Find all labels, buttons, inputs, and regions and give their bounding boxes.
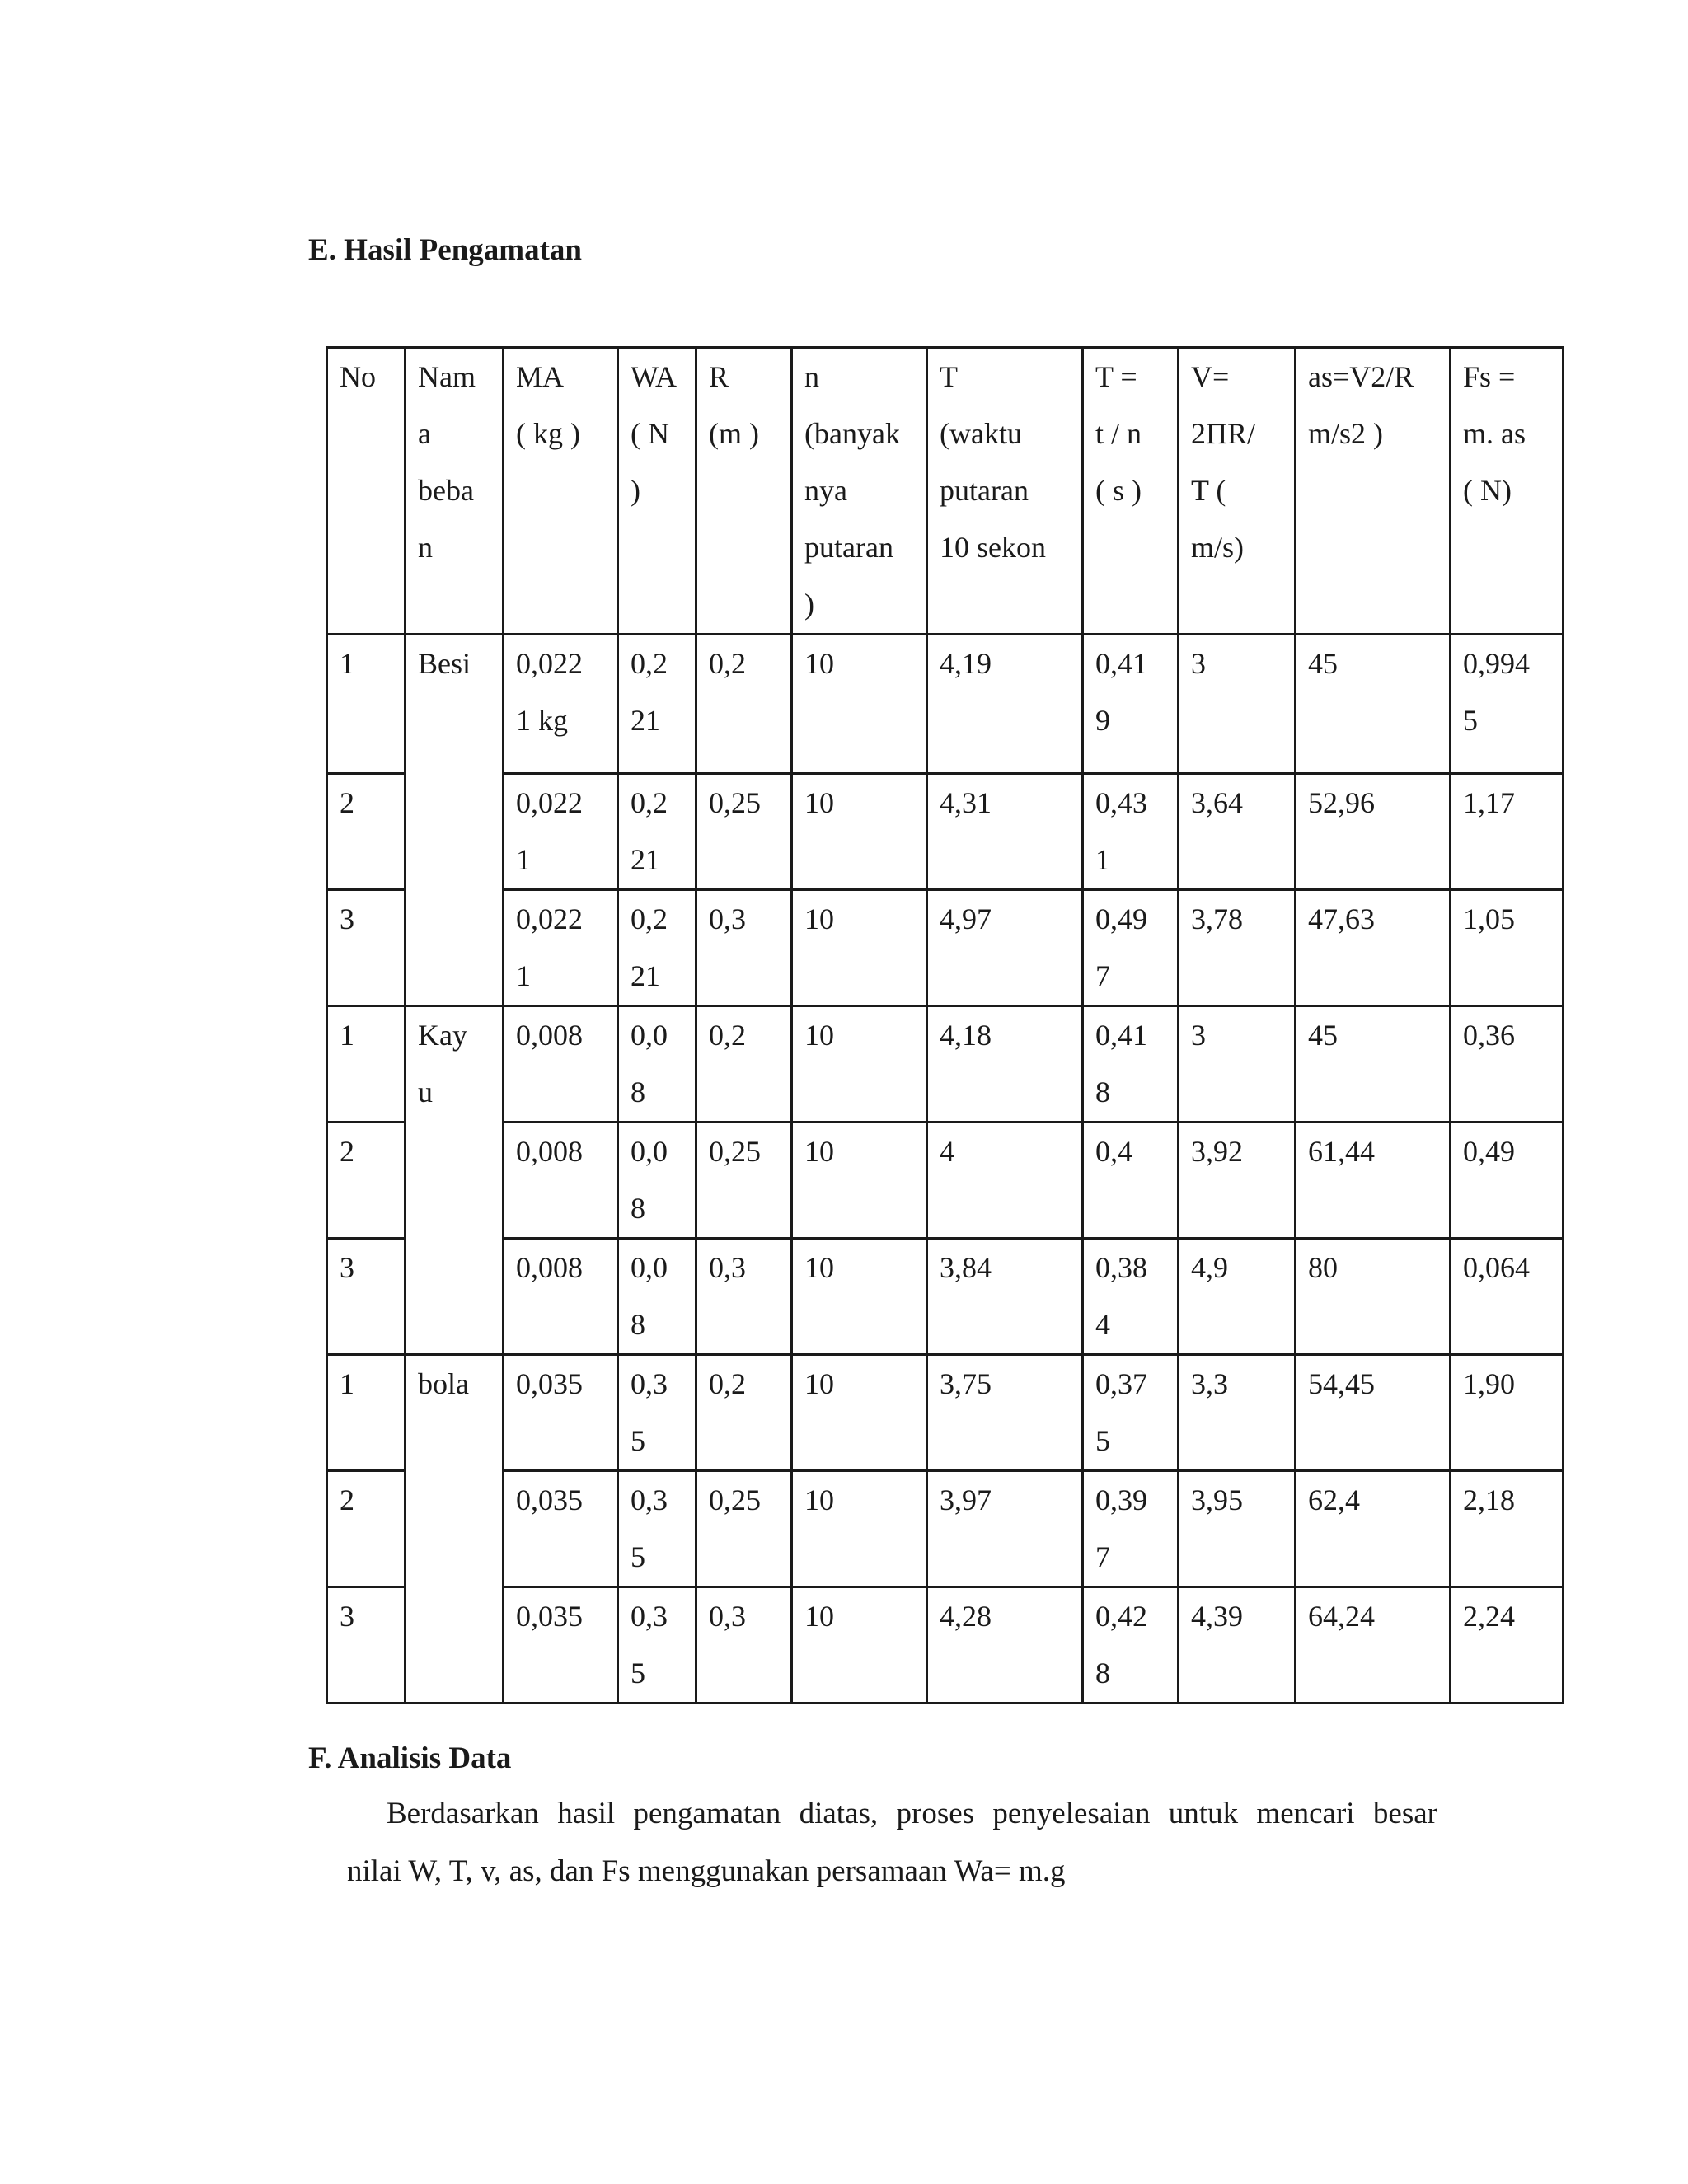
table-row	[327, 774, 1564, 890]
header-cell-text: MA ( kg )	[516, 360, 580, 450]
data-cell	[792, 1239, 927, 1355]
header-cell-text: T = t / n ( s )	[1095, 360, 1142, 507]
data-cell	[1296, 635, 1451, 774]
row-number-cell	[327, 635, 406, 774]
row-number-cell	[327, 1006, 406, 1122]
cell-value: 0,36	[1463, 1019, 1515, 1052]
data-cell	[696, 1355, 792, 1471]
data-cell	[504, 1006, 618, 1122]
cell-value: 4,18	[940, 1019, 992, 1052]
cell-value: 0,42 8	[1095, 1600, 1147, 1690]
cell-value: 0,0 8	[631, 1135, 668, 1225]
cell-value: 3,3	[1191, 1367, 1228, 1400]
cell-value: 10	[804, 1135, 834, 1168]
cell-value: 45	[1308, 647, 1338, 680]
cell-value: 4,97	[940, 902, 992, 935]
cell-value: 54,45	[1308, 1367, 1375, 1400]
data-cell	[1296, 890, 1451, 1006]
data-cell	[1179, 1587, 1296, 1704]
cell-value: 4,39	[1191, 1600, 1243, 1633]
header-cell-text: Nam a beba n	[418, 360, 476, 564]
data-cell	[1451, 635, 1564, 774]
cell-value: 0,2 21	[631, 902, 668, 992]
data-cell	[1083, 774, 1179, 890]
cell-value: 45	[1308, 1019, 1338, 1052]
load-name-cell	[406, 1355, 504, 1704]
data-cell	[1451, 1587, 1564, 1704]
header-cell	[1451, 348, 1564, 635]
header-cell	[792, 348, 927, 635]
data-cell	[1083, 1471, 1179, 1587]
header-cell	[327, 348, 406, 635]
header-cell	[927, 348, 1083, 635]
cell-value: 0,035	[516, 1600, 583, 1633]
cell-value: 0,39 7	[1095, 1483, 1147, 1573]
row-number-cell	[327, 890, 406, 1006]
cell-value: 0,022 1	[516, 786, 583, 876]
cell-value: 1,90	[1463, 1367, 1515, 1400]
data-cell	[927, 635, 1083, 774]
cell-value: 0,0 8	[631, 1251, 668, 1341]
header-cell-text: n (banyak nya putaran )	[804, 360, 900, 621]
data-cell	[504, 1122, 618, 1239]
cell-value: 0,0 8	[631, 1019, 668, 1108]
cell-value: 2	[340, 1135, 354, 1168]
data-cell	[792, 1587, 927, 1704]
cell-value: 0,3	[709, 1600, 746, 1633]
data-cell	[1083, 1239, 1179, 1355]
data-cell	[1296, 1122, 1451, 1239]
data-cell	[792, 1471, 927, 1587]
data-cell	[504, 1355, 618, 1471]
cell-value: 0,3 5	[631, 1600, 668, 1690]
cell-value: 3,95	[1191, 1483, 1243, 1516]
cell-value: 10	[804, 1019, 834, 1052]
cell-value: 0,2	[709, 1367, 746, 1400]
header-cell	[1296, 348, 1451, 635]
cell-value: 0,38 4	[1095, 1251, 1147, 1341]
data-cell	[1451, 1006, 1564, 1122]
load-name-cell	[406, 1006, 504, 1355]
data-cell	[1296, 1355, 1451, 1471]
cell-value: 0,43 1	[1095, 786, 1147, 876]
cell-value: 10	[804, 902, 834, 935]
cell-value: 0,035	[516, 1483, 583, 1516]
data-cell	[1179, 890, 1296, 1006]
cell-value: 3	[1191, 1019, 1206, 1052]
row-number-cell	[327, 1355, 406, 1471]
data-cell	[1179, 1355, 1296, 1471]
data-cell	[1296, 1471, 1451, 1587]
cell-value: 10	[804, 1600, 834, 1633]
data-cell	[927, 1006, 1083, 1122]
cell-value: 3,78	[1191, 902, 1243, 935]
data-cell	[618, 1471, 696, 1587]
cell-value: 0,3	[709, 902, 746, 935]
cell-value: 3,92	[1191, 1135, 1243, 1168]
header-cell	[406, 348, 504, 635]
cell-value: 1	[340, 1019, 354, 1052]
cell-value: 1	[340, 647, 354, 680]
header-row	[327, 348, 1564, 635]
data-cell	[504, 635, 618, 774]
cell-value: 3,97	[940, 1483, 992, 1516]
cell-value: 0,3 5	[631, 1367, 668, 1457]
cell-value: 10	[804, 786, 834, 819]
cell-value: 3	[340, 1600, 354, 1633]
data-cell	[618, 890, 696, 1006]
data-cell	[696, 1471, 792, 1587]
header-cell-text: No	[340, 360, 376, 393]
data-cell	[1296, 1587, 1451, 1704]
header-cell-text: T (waktu putaran 10 sekon	[940, 360, 1046, 564]
data-cell	[504, 774, 618, 890]
data-cell	[618, 1355, 696, 1471]
data-cell	[1296, 774, 1451, 890]
cell-value: 1	[340, 1367, 354, 1400]
cell-value: 0,2	[709, 1019, 746, 1052]
data-cell	[1451, 1471, 1564, 1587]
data-cell	[696, 1122, 792, 1239]
cell-value: 0,25	[709, 1483, 761, 1516]
cell-value: 47,63	[1308, 902, 1375, 935]
cell-value: 0,008	[516, 1251, 583, 1284]
data-cell	[927, 774, 1083, 890]
table-row	[327, 1006, 1564, 1122]
cell-value: 0,3 5	[631, 1483, 668, 1573]
data-cell	[927, 1471, 1083, 1587]
data-cell	[696, 1587, 792, 1704]
data-cell	[1179, 635, 1296, 774]
cell-value: 4,19	[940, 647, 992, 680]
data-cell	[618, 1587, 696, 1704]
data-cell	[792, 1355, 927, 1471]
cell-value: 62,4	[1308, 1483, 1360, 1516]
cell-value: 64,24	[1308, 1600, 1375, 1633]
data-cell	[696, 890, 792, 1006]
cell-value: 0,3	[709, 1251, 746, 1284]
data-cell	[792, 890, 927, 1006]
table-row	[327, 1355, 1564, 1471]
table-row	[327, 1587, 1564, 1704]
cell-value: 0,4	[1095, 1135, 1132, 1168]
section-e-heading: E. Hasil Pengamatan	[308, 233, 582, 267]
cell-value: 0,994 5	[1463, 647, 1530, 737]
cell-value: 0,49 7	[1095, 902, 1147, 992]
cell-value: 4,28	[940, 1600, 992, 1633]
header-cell	[1179, 348, 1296, 635]
data-cell	[927, 1122, 1083, 1239]
data-cell	[1179, 1122, 1296, 1239]
data-cell	[1083, 1587, 1179, 1704]
data-cell	[504, 1471, 618, 1587]
data-cell	[1179, 1471, 1296, 1587]
header-cell-text: R (m )	[709, 360, 759, 450]
header-cell-text: Fs = m. as ( N)	[1463, 360, 1526, 507]
cell-value: 0,022 1	[516, 902, 583, 992]
cell-value: 1,17	[1463, 786, 1515, 819]
data-cell	[1083, 890, 1179, 1006]
data-cell	[1083, 1355, 1179, 1471]
cell-value: 4	[940, 1135, 954, 1168]
data-cell	[696, 635, 792, 774]
data-cell	[1179, 1239, 1296, 1355]
data-cell	[696, 774, 792, 890]
cell-value: 80	[1308, 1251, 1338, 1284]
cell-value: 3	[340, 902, 354, 935]
analysis-paragraph-line-1: Berdasarkan hasil pengamatan diatas, proses penyelesaian untuk mencari besar	[387, 1797, 1437, 1830]
cell-value: 0,2 21	[631, 786, 668, 876]
cell-value: 0,008	[516, 1019, 583, 1052]
cell-value: 0,008	[516, 1135, 583, 1168]
data-cell	[1179, 774, 1296, 890]
cell-value: 52,96	[1308, 786, 1375, 819]
cell-value: 0,2	[709, 647, 746, 680]
data-cell	[504, 1239, 618, 1355]
row-number-cell	[327, 774, 406, 890]
cell-value: 2	[340, 786, 354, 819]
data-cell	[504, 1587, 618, 1704]
cell-value: 2	[340, 1483, 354, 1516]
data-cell	[1296, 1006, 1451, 1122]
data-cell	[1451, 1355, 1564, 1471]
table-row	[327, 1471, 1564, 1587]
data-cell	[618, 1122, 696, 1239]
cell-value: 2,18	[1463, 1483, 1515, 1516]
data-cell	[792, 1006, 927, 1122]
table-row	[327, 1122, 1564, 1239]
header-cell	[618, 348, 696, 635]
table-row	[327, 1239, 1564, 1355]
cell-value: 0,41 9	[1095, 647, 1147, 737]
cell-value: 0,25	[709, 786, 761, 819]
data-cell	[1296, 1239, 1451, 1355]
cell-value: 0,035	[516, 1367, 583, 1400]
table-row	[327, 890, 1564, 1006]
cell-value: 0,022 1 kg	[516, 647, 583, 737]
cell-value: 3	[340, 1251, 354, 1284]
cell-value: 0,37 5	[1095, 1367, 1147, 1457]
cell-value: 0,25	[709, 1135, 761, 1168]
row-number-cell	[327, 1587, 406, 1704]
data-cell	[927, 890, 1083, 1006]
load-name: Kay u	[418, 1019, 467, 1108]
cell-value: 4,31	[940, 786, 992, 819]
cell-value: 3,64	[1191, 786, 1243, 819]
data-cell	[1451, 1239, 1564, 1355]
data-cell	[504, 890, 618, 1006]
analysis-paragraph-line-2: nilai W, T, v, as, dan Fs menggunakan persamaan Wa= m.g	[347, 1854, 1066, 1888]
cell-value: 0,064	[1463, 1251, 1530, 1284]
header-cell-text: WA ( N )	[631, 360, 677, 507]
data-cell	[1083, 635, 1179, 774]
header-cell	[504, 348, 618, 635]
data-cell	[1083, 1122, 1179, 1239]
header-cell-text: as=V2/R m/s2 )	[1308, 360, 1414, 450]
cell-value: 0,2 21	[631, 647, 668, 737]
row-number-cell	[327, 1239, 406, 1355]
cell-value: 10	[804, 647, 834, 680]
data-cell	[927, 1239, 1083, 1355]
data-cell	[1083, 1006, 1179, 1122]
cell-value: 4,9	[1191, 1251, 1228, 1284]
data-cell	[792, 774, 927, 890]
cell-value: 61,44	[1308, 1135, 1375, 1168]
row-number-cell	[327, 1471, 406, 1587]
cell-value: 3,84	[940, 1251, 992, 1284]
load-name: bola	[418, 1367, 469, 1400]
data-cell	[1179, 1006, 1296, 1122]
table-row	[327, 635, 1564, 774]
cell-value: 10	[804, 1251, 834, 1284]
data-cell	[618, 774, 696, 890]
data-cell	[618, 635, 696, 774]
cell-value: 2,24	[1463, 1600, 1515, 1633]
data-cell	[1451, 890, 1564, 1006]
cell-value: 10	[804, 1367, 834, 1400]
data-cell	[1451, 774, 1564, 890]
observation-table	[326, 346, 1564, 1704]
section-f-heading: F. Analisis Data	[308, 1741, 512, 1775]
data-cell	[618, 1239, 696, 1355]
cell-value: 0,49	[1463, 1135, 1515, 1168]
data-cell	[696, 1006, 792, 1122]
data-cell	[927, 1355, 1083, 1471]
table-body	[327, 635, 1564, 1704]
cell-value: 3,75	[940, 1367, 992, 1400]
data-cell	[792, 635, 927, 774]
header-cell	[1083, 348, 1179, 635]
cell-value: 3	[1191, 647, 1206, 680]
data-cell	[618, 1006, 696, 1122]
data-cell	[792, 1122, 927, 1239]
table-header	[327, 348, 1564, 635]
cell-value: 10	[804, 1483, 834, 1516]
data-cell	[927, 1587, 1083, 1704]
cell-value: 0,41 8	[1095, 1019, 1147, 1108]
row-number-cell	[327, 1122, 406, 1239]
header-cell	[696, 348, 792, 635]
data-cell	[696, 1239, 792, 1355]
cell-value: 1,05	[1463, 902, 1515, 935]
load-name-cell	[406, 635, 504, 1006]
header-cell-text: V= 2ΠR/ T ( m/s)	[1191, 360, 1256, 564]
data-cell	[1451, 1122, 1564, 1239]
load-name: Besi	[418, 647, 471, 680]
